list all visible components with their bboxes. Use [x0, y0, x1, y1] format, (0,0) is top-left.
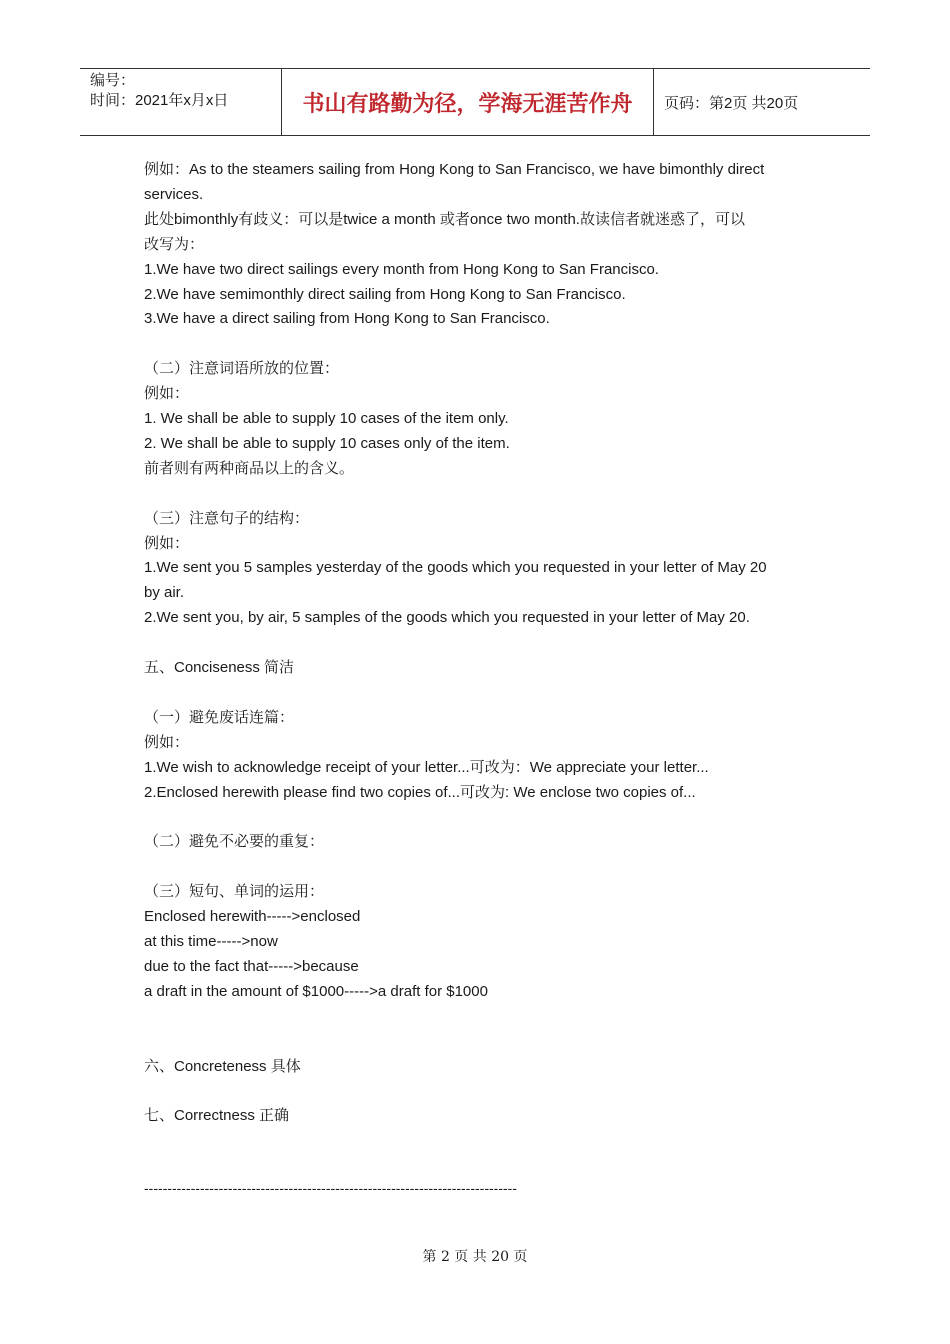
blank-line — [144, 681, 824, 706]
text-line: by air. — [144, 584, 185, 602]
text-line: services. — [144, 185, 204, 203]
text-line: 2.We have semimonthly direct sailing from Hong Kong to San Francisco. — [144, 285, 626, 303]
text-line: 2.We sent you, by air, 5 samples of the goods which you requested in your letter of May 20. — [144, 609, 750, 627]
text-line: 例如： — [144, 733, 190, 751]
text-line: 五、Conciseness 简洁 — [144, 659, 295, 677]
blank-line — [144, 1005, 824, 1030]
separator-line: -------------------------------------------------------------------------------- — [144, 1180, 517, 1196]
blank-line — [144, 1030, 824, 1055]
blank-line — [144, 806, 824, 831]
header-page-label: 页码：第2页 共20页 — [664, 94, 799, 112]
page-footer: 第 2 页 共 20 页 — [422, 1249, 528, 1265]
text-line: Enclosed herewith----->enclosed — [144, 908, 361, 926]
text-line: due to the fact that----->because — [144, 957, 359, 975]
text-line: 改写为： — [144, 235, 205, 253]
blank-line — [144, 631, 824, 656]
text-line: 1.We wish to acknowledge receipt of your letter...可改为：We appreciate your letter... — [144, 758, 709, 776]
text-line: 3.We have a direct sailing from Hong Kong to San Francisco. — [144, 310, 550, 328]
header-info — [80, 69, 281, 135]
text-line: 1.We have two direct sailings every month from Hong Kong to San Francisco. — [144, 260, 659, 278]
number-label: 编号： — [90, 72, 136, 89]
text-line: （二）避免不必要的重复： — [144, 833, 325, 851]
text-line: 2. We shall be able to supply 10 cases only of the item. — [144, 434, 510, 452]
text-line: （三）注意句子的结构： — [144, 509, 310, 527]
blank-line — [144, 482, 824, 507]
text-line: 前者则有两种商品以上的含义。 — [144, 459, 355, 477]
text-line: 六、Concreteness 具体 — [144, 1057, 301, 1075]
text-line: 1. We shall be able to supply 10 cases of the item only. — [144, 410, 509, 428]
header-motto: 书山有路勤为径，学海无涯苦作舟 — [281, 69, 654, 135]
text-line: 2.Enclosed herewith please find two copies of...可改为: We enclose two copies of... — [144, 783, 696, 801]
blank-line — [144, 332, 824, 357]
text-line: 1.We sent you 5 samples yesterday of the goods which you requested in your letter of May 20 — [144, 559, 767, 577]
text-line: 例如： — [144, 385, 190, 403]
text-line: （三）短句、单词的运用： — [144, 883, 325, 901]
text-line: 七、Correctness 正确 — [144, 1107, 290, 1125]
blank-line — [144, 855, 824, 880]
page-header — [80, 68, 870, 136]
document-body — [144, 158, 824, 1129]
text-line: （二）注意词语所放的位置： — [144, 360, 340, 378]
blank-line — [144, 1079, 824, 1104]
text-line: 此处bimonthly有歧义：可以是twice a month 或者once two month.故读信者就迷惑了，可以 — [144, 210, 745, 228]
text-line: 例如： — [144, 534, 190, 552]
text-line: at this time----->now — [144, 933, 278, 950]
text-line: 例如：As to the steamers sailing from Hong Kong to San Francisco, we have bimonthly direct — [144, 161, 765, 178]
time-label: 时间：2021年x月x日 — [90, 92, 229, 109]
text-line: a draft in the amount of $1000----->a draft for $1000 — [144, 982, 488, 1000]
text-line: （一）避免废话连篇： — [144, 708, 295, 726]
